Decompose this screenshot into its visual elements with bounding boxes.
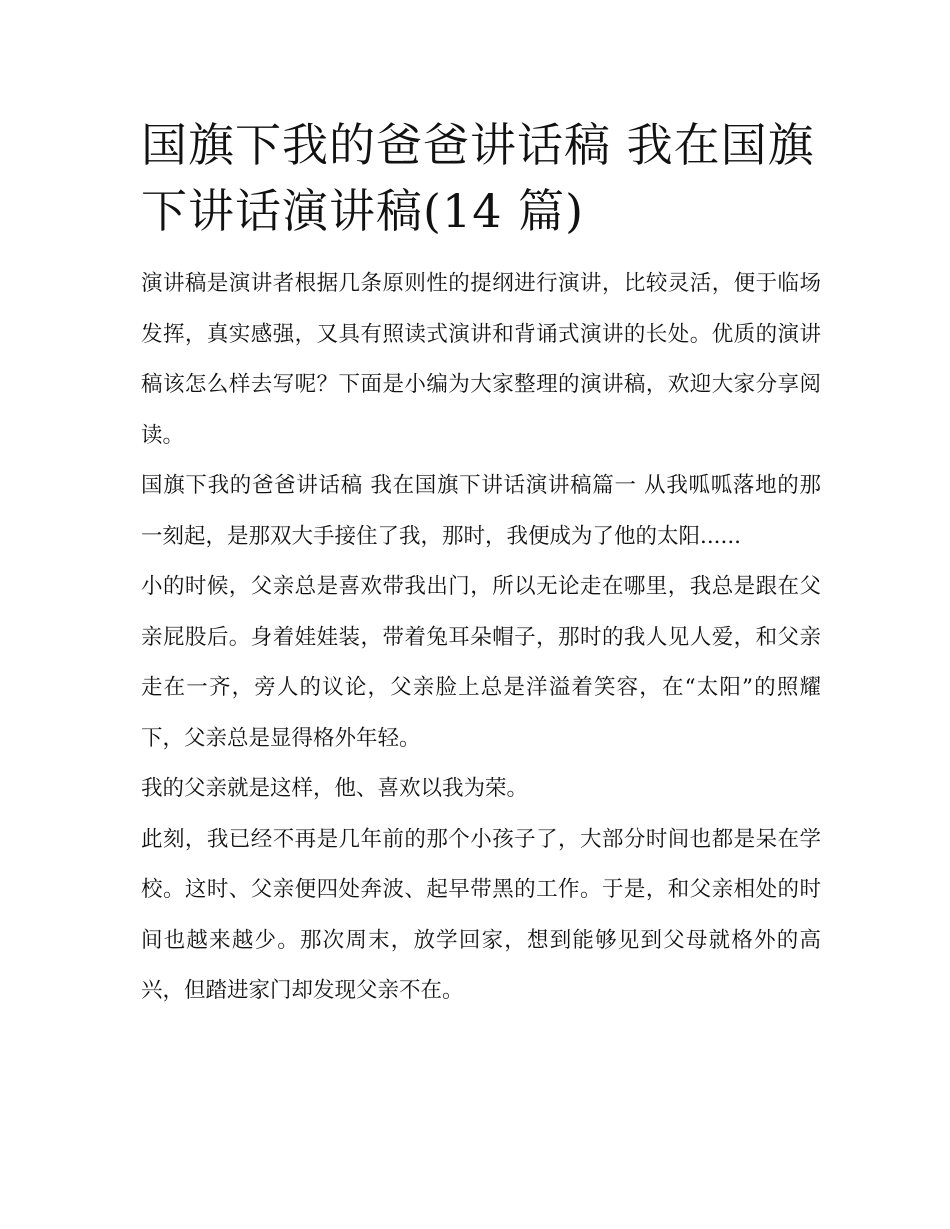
paragraph-childhood: 小的时候，父亲总是喜欢带我出门，所以无论走在哪里，我总是跟在父亲屁股后。身着娃娃装，带着兔耳朵帽子，那时的我人见人爱，和父亲走在一齐，旁人的议论，父亲脸上总是洋溢着笑容，在“太阳”的照耀下，父亲总是显得格外年轻。 [141, 574, 821, 751]
paragraph-section-one: 国旗下我的爸爸讲话稿 我在国旗下讲话演讲稿篇一 从我呱呱落地的那一刻起，是那双大手接住了我，那时，我便成为了他的太阳...... [141, 473, 821, 549]
paragraph-now: 此刻，我已经不再是几年前的那个小孩子了，大部分时间也都是呆在学校。这时、父亲便四处奔波、起早带黑的工作。于是，和父亲相处的时间也越来越少。那次周末，放学回家，想到能够见到父母就格外的高兴，但踏进家门却发现父亲不在。 [141, 826, 821, 1003]
document-page [141, 112, 821, 1017]
paragraph-father-proud: 我的父亲就是这样，他、喜欢以我为荣。 [141, 776, 529, 801]
paragraph-intro: 演讲稿是演讲者根据几条原则性的提纲进行演讲，比较灵活，便于临场发挥，真实感强，又具有照读式演讲和背诵式演讲的长处。优质的演讲稿该怎么样去写呢？下面是小编为大家整理的演讲稿，欢迎大家分享阅读。 [141, 271, 821, 448]
document-title: 国旗下我的爸爸讲话稿 我在国旗下讲话演讲稿(14 篇) [141, 118, 815, 238]
